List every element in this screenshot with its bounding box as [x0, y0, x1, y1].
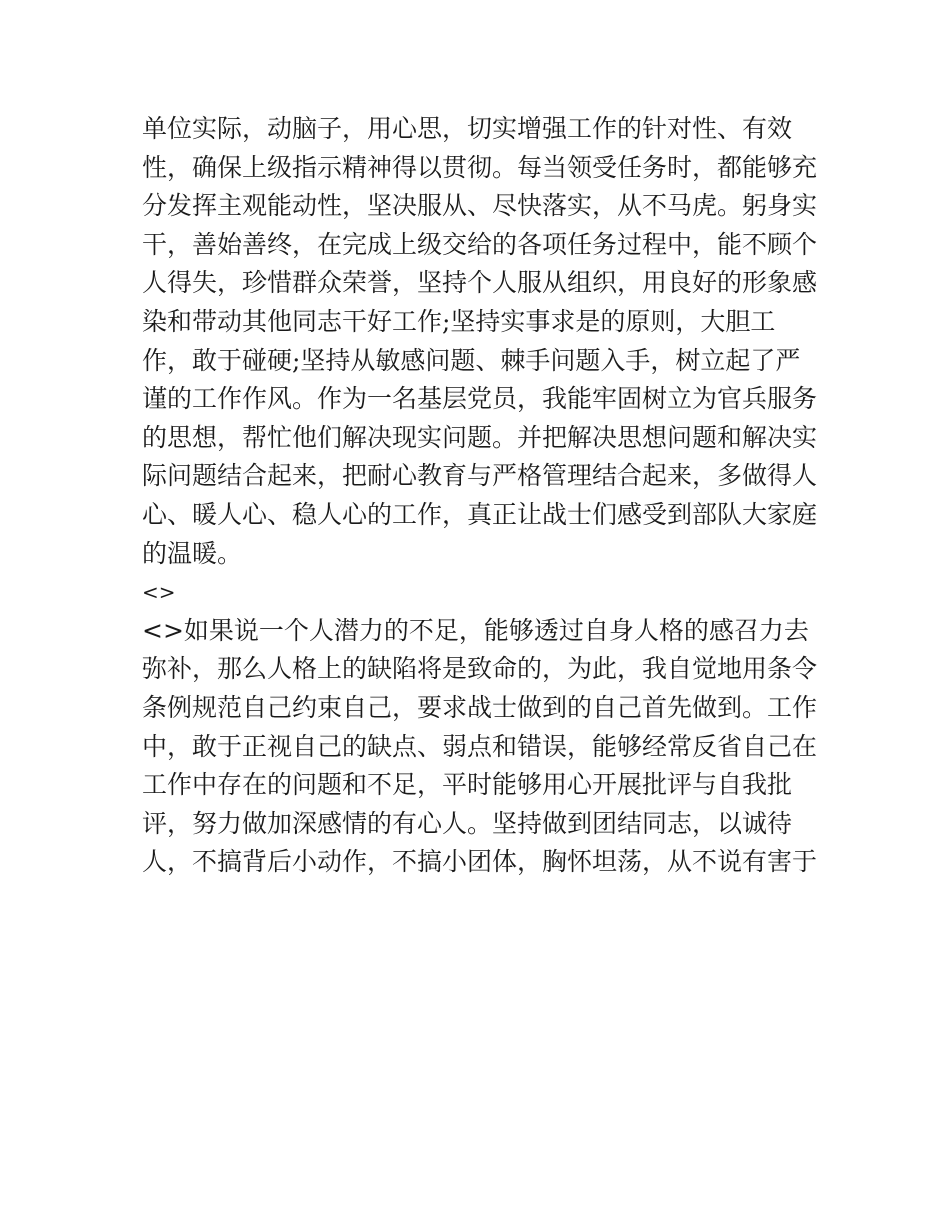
- text-line: 的思想，帮忙他们解决现实问题。并把解决思想问题和解决实: [142, 422, 818, 452]
- body-text: [142, 110, 822, 882]
- text-line: 际问题结合起来，把耐心教育与严格管理结合起来，多做得人: [142, 461, 818, 491]
- text-line: 条例规范自己约束自己，要求战士做到的自己首先做到。工作: [142, 692, 818, 722]
- text-line: 谨的工作作风。作为一名基层党员，我能牢固树立为官兵服务: [142, 384, 818, 414]
- text-line: 工作中存在的问题和不足，平时能够用心开展批评与自我批: [142, 770, 793, 800]
- text-line: 作，敢于碰硬;坚持从敏感问题、棘手问题入手，树立起了严: [142, 345, 801, 375]
- text-line: 的温暖。: [142, 538, 243, 568]
- text-line: 心、暖人心、稳人心的工作，真正让战士们感受到部队大家庭: [142, 499, 818, 529]
- text-line: <>如果说一个人潜力的不足，能够透过自身人格的感召力去: [142, 615, 809, 645]
- text-line: 干，善始善终，在完成上级交给的各项任务过程中，能不顾个: [142, 229, 818, 259]
- text-line-marker: <>: [142, 580, 176, 605]
- text-line: 人，不搞背后小动作，不搞小团体，胸怀坦荡，从不说有害于: [142, 847, 818, 877]
- text-line: 评，努力做加深感情的有心人。坚持做到团结同志，以诚待: [142, 808, 793, 838]
- text-line: 中，敢于正视自己的缺点、弱点和错误，能够经常反省自己在: [142, 731, 818, 761]
- text-line: 性，确保上级指示精神得以贯彻。每当领受任务时，都能够充: [142, 152, 818, 182]
- text-line: 弥补，那么人格上的缺陷将是致命的，为此，我自觉地用条令: [142, 654, 818, 684]
- text-line: 分发挥主观能动性，坚决服从、尽快落实，从不马虎。躬身实: [142, 191, 818, 221]
- text-line: 人得失，珍惜群众荣誉，坚持个人服从组织，用良好的形象感: [142, 268, 818, 298]
- text-line: 染和带动其他同志干好工作;坚持实事求是的原则，大胆工: [142, 306, 776, 336]
- text-line: 单位实际，动脑子，用心思，切实增强工作的针对性、有效: [142, 114, 793, 143]
